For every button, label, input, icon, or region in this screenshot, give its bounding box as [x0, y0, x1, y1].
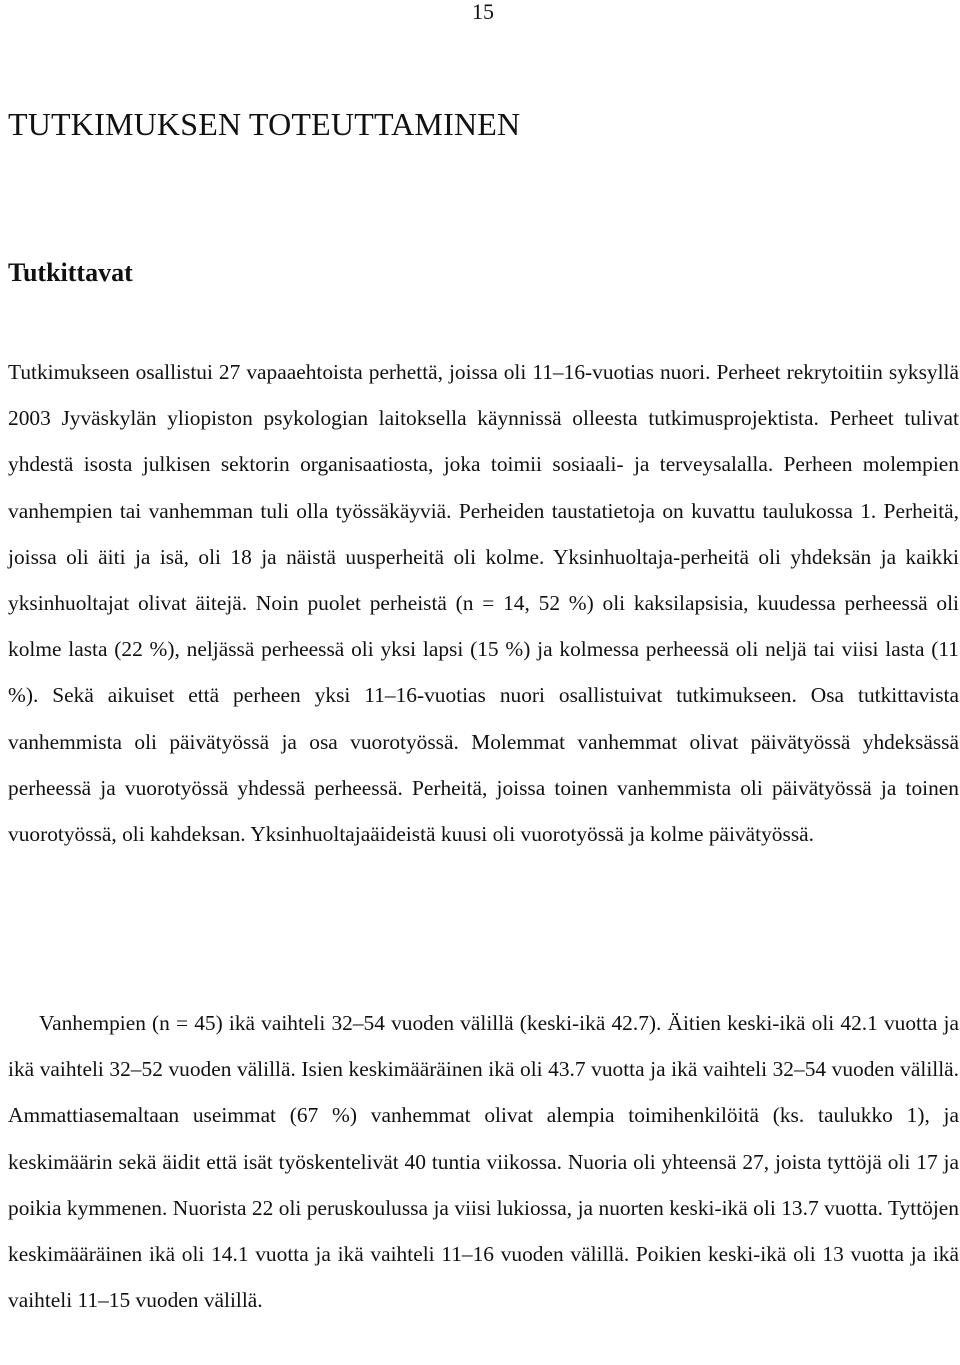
- section-heading: Tutkittavat: [8, 258, 133, 287]
- body-paragraph-participants: Tutkimukseen osallistui 27 vapaaehtoista perhettä, joissa oli 11–16-vuotias nuori. Perheet rekrytoitiin syksyllä 2003 Jyväskylän yliopiston psykologian laitoksella käynnissä olleesta tutkimusprojektista. Perheet tulivat yhdestä isosta julkisen sektorin organisaatiosta, joka toimii sosiaali- ja terveysalalla. Perheen molempien vanhempien tai vanhemman tuli olla työssäkäyviä. Perheiden taustatietoja on kuvattu taulukossa 1. Perheitä, joissa oli äiti ja isä, oli 18 ja näistä uusperheitä oli kolme. Yksinhuoltaja-perheitä oli yhdeksän ja kaikki yksinhuoltajat olivat äitejä. Noin puolet perheistä (n = 14, 52 %) oli kaksilapsisia, kuudessa perheessä oli kolme lasta (22 %), neljässä perheessä oli yksi lapsi (15 %) ja kolmessa perheessä oli neljä tai viisi lasta (11 %). Sekä aikuiset että perheen yksi 11–16-vuotias nuori osallistuivat tutkimukseen. Osa tutkittavista vanhemmista oli päivätyössä ja osa vuorotyössä. Molemmat vanhemmat olivat päivätyössä yhdeksässä perheessä ja vuorotyössä yhdessä perheessä. Perheitä, joissa toinen vanhemmista oli päivätyössä ja toinen vuorotyössä, oli kahdeksan. Yksinhuoltajaäideistä kuusi oli vuorotyössä ja kolme päivätyössä.: [8, 360, 959, 847]
- body-paragraph-ages: Vanhempien (n = 45) ikä vaihteli 32–54 vuoden välillä (keski-ikä 42.7). Äitien keski-ikä oli 42.1 vuotta ja ikä vaihteli 32–52 vuoden välillä. Isien keskimääräinen ikä oli 43.7 vuotta ja ikä vaihteli 32–54 vuoden välillä. Ammattiasemaltaan useimmat (67 %) vanhemmat olivat alempia toimihenkilöitä (ks. taulukko 1), ja keskimäärin sekä äidit että isät työskentelivät 40 tuntia viikossa. Nuoria oli yhteensä 27, joista tyttöjä oli 17 ja poikia kymmenen. Nuorista 22 oli peruskoulussa ja viisi lukiossa, ja nuorten keski-ikä oli 13.7 vuotta. Tyttöjen keskimääräinen ikä oli 14.1 vuotta ja ikä vaihteli 11–16 vuoden välillä. Poikien keski-ikä oli 13 vuotta ja ikä vaihteli 11–15 vuoden välillä.: [8, 1011, 959, 1313]
- chapter-title: TUTKIMUKSEN TOTEUTTAMINEN: [8, 106, 521, 142]
- page-number: 15: [472, 0, 494, 24]
